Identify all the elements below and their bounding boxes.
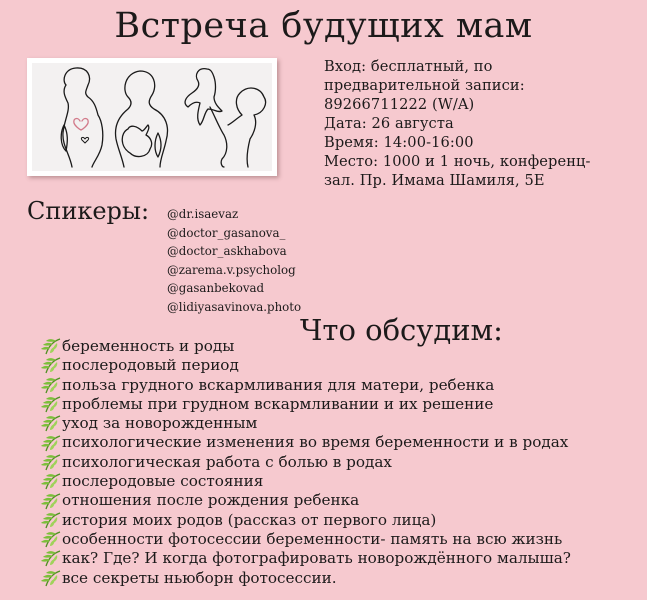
topic-text: послеродовые состояния — [62, 472, 264, 491]
speaker-handle: @doctor_gasanova_ — [167, 225, 286, 240]
topic-item — [40, 472, 645, 491]
info-date: Дата: 26 августа — [324, 115, 454, 132]
speaker-handle: @zarema.v.psycholog — [167, 262, 296, 277]
speakers-list — [167, 205, 301, 316]
topic-item — [40, 491, 645, 510]
topic-item — [40, 376, 645, 395]
topic-text: проблемы при грудном вскармливании и их решение — [62, 394, 494, 413]
topic-item — [40, 414, 645, 433]
topic-text: психологические изменения во время беременности и в родах — [62, 433, 569, 452]
topics-list — [40, 337, 645, 588]
topic-text: история моих родов (рассказ от первого лица) — [62, 510, 437, 529]
leaf-icon — [40, 376, 62, 395]
leaf-icon — [40, 414, 62, 433]
topic-text: послеродовый период — [62, 356, 239, 375]
speakers-heading: Спикеры: — [27, 197, 150, 225]
leaf-icon — [40, 395, 62, 414]
leaf-icon — [40, 472, 62, 491]
topic-item — [40, 511, 645, 530]
topic-text: как? Где? И когда фотографировать новорождённого малыша? — [62, 549, 571, 568]
topic-item — [40, 569, 645, 588]
topic-item — [40, 395, 645, 414]
leaf-icon — [40, 453, 62, 472]
mothers-silhouette-icon — [32, 63, 272, 171]
leaf-icon — [40, 337, 62, 356]
info-place-line-1: Место: 1000 и 1 ночь, конференц- — [324, 153, 591, 170]
topic-text: уход за новорожденным — [62, 414, 258, 433]
leaf-icon — [40, 434, 62, 453]
leaf-icon — [40, 530, 62, 549]
mothers-illustration — [27, 58, 277, 176]
topic-item — [40, 453, 645, 472]
event-info — [324, 57, 644, 190]
discuss-heading: Что обсудим: — [300, 313, 503, 347]
info-phone: 89266711222 (W/A) — [324, 96, 475, 113]
topic-text: беременность и роды — [62, 337, 235, 355]
speaker-handle: @dr.isaevaz — [167, 207, 239, 221]
topic-item — [40, 433, 645, 452]
leaf-icon — [40, 356, 62, 375]
topic-text: польза грудного вскармливания для матери, ребенка — [62, 375, 495, 394]
speaker-handle: @gasanbekovad — [167, 281, 265, 295]
info-time: Время: 14:00-16:00 — [324, 134, 474, 151]
speaker-handle: @doctor_askhabova — [167, 244, 287, 258]
topic-item — [40, 337, 645, 356]
info-place-line-2: зал. Пр. Имама Шамиля, 5Е — [324, 172, 545, 189]
leaf-icon — [40, 511, 62, 530]
topic-item — [40, 530, 645, 549]
leaf-icon — [40, 549, 62, 568]
topic-text: особенности фотосессии беременности- память на всю жизнь — [62, 529, 563, 548]
topic-item — [40, 549, 645, 568]
topic-item — [40, 356, 645, 375]
leaf-icon — [40, 492, 62, 511]
info-registration-line: предварительной записи: — [324, 77, 525, 94]
speaker-handle: @lidiyasavinova.photo — [167, 299, 302, 314]
leaf-icon — [40, 569, 62, 588]
topic-text: отношения после рождения ребенка — [62, 491, 360, 510]
topic-text: все секреты ньюборн фотосессии. — [62, 568, 337, 587]
page-title: Встреча будущих мам — [114, 6, 533, 46]
info-entry-line: Вход: бесплатный, по — [324, 58, 493, 75]
topic-text: психологическая работа с болью в родах — [62, 452, 392, 471]
